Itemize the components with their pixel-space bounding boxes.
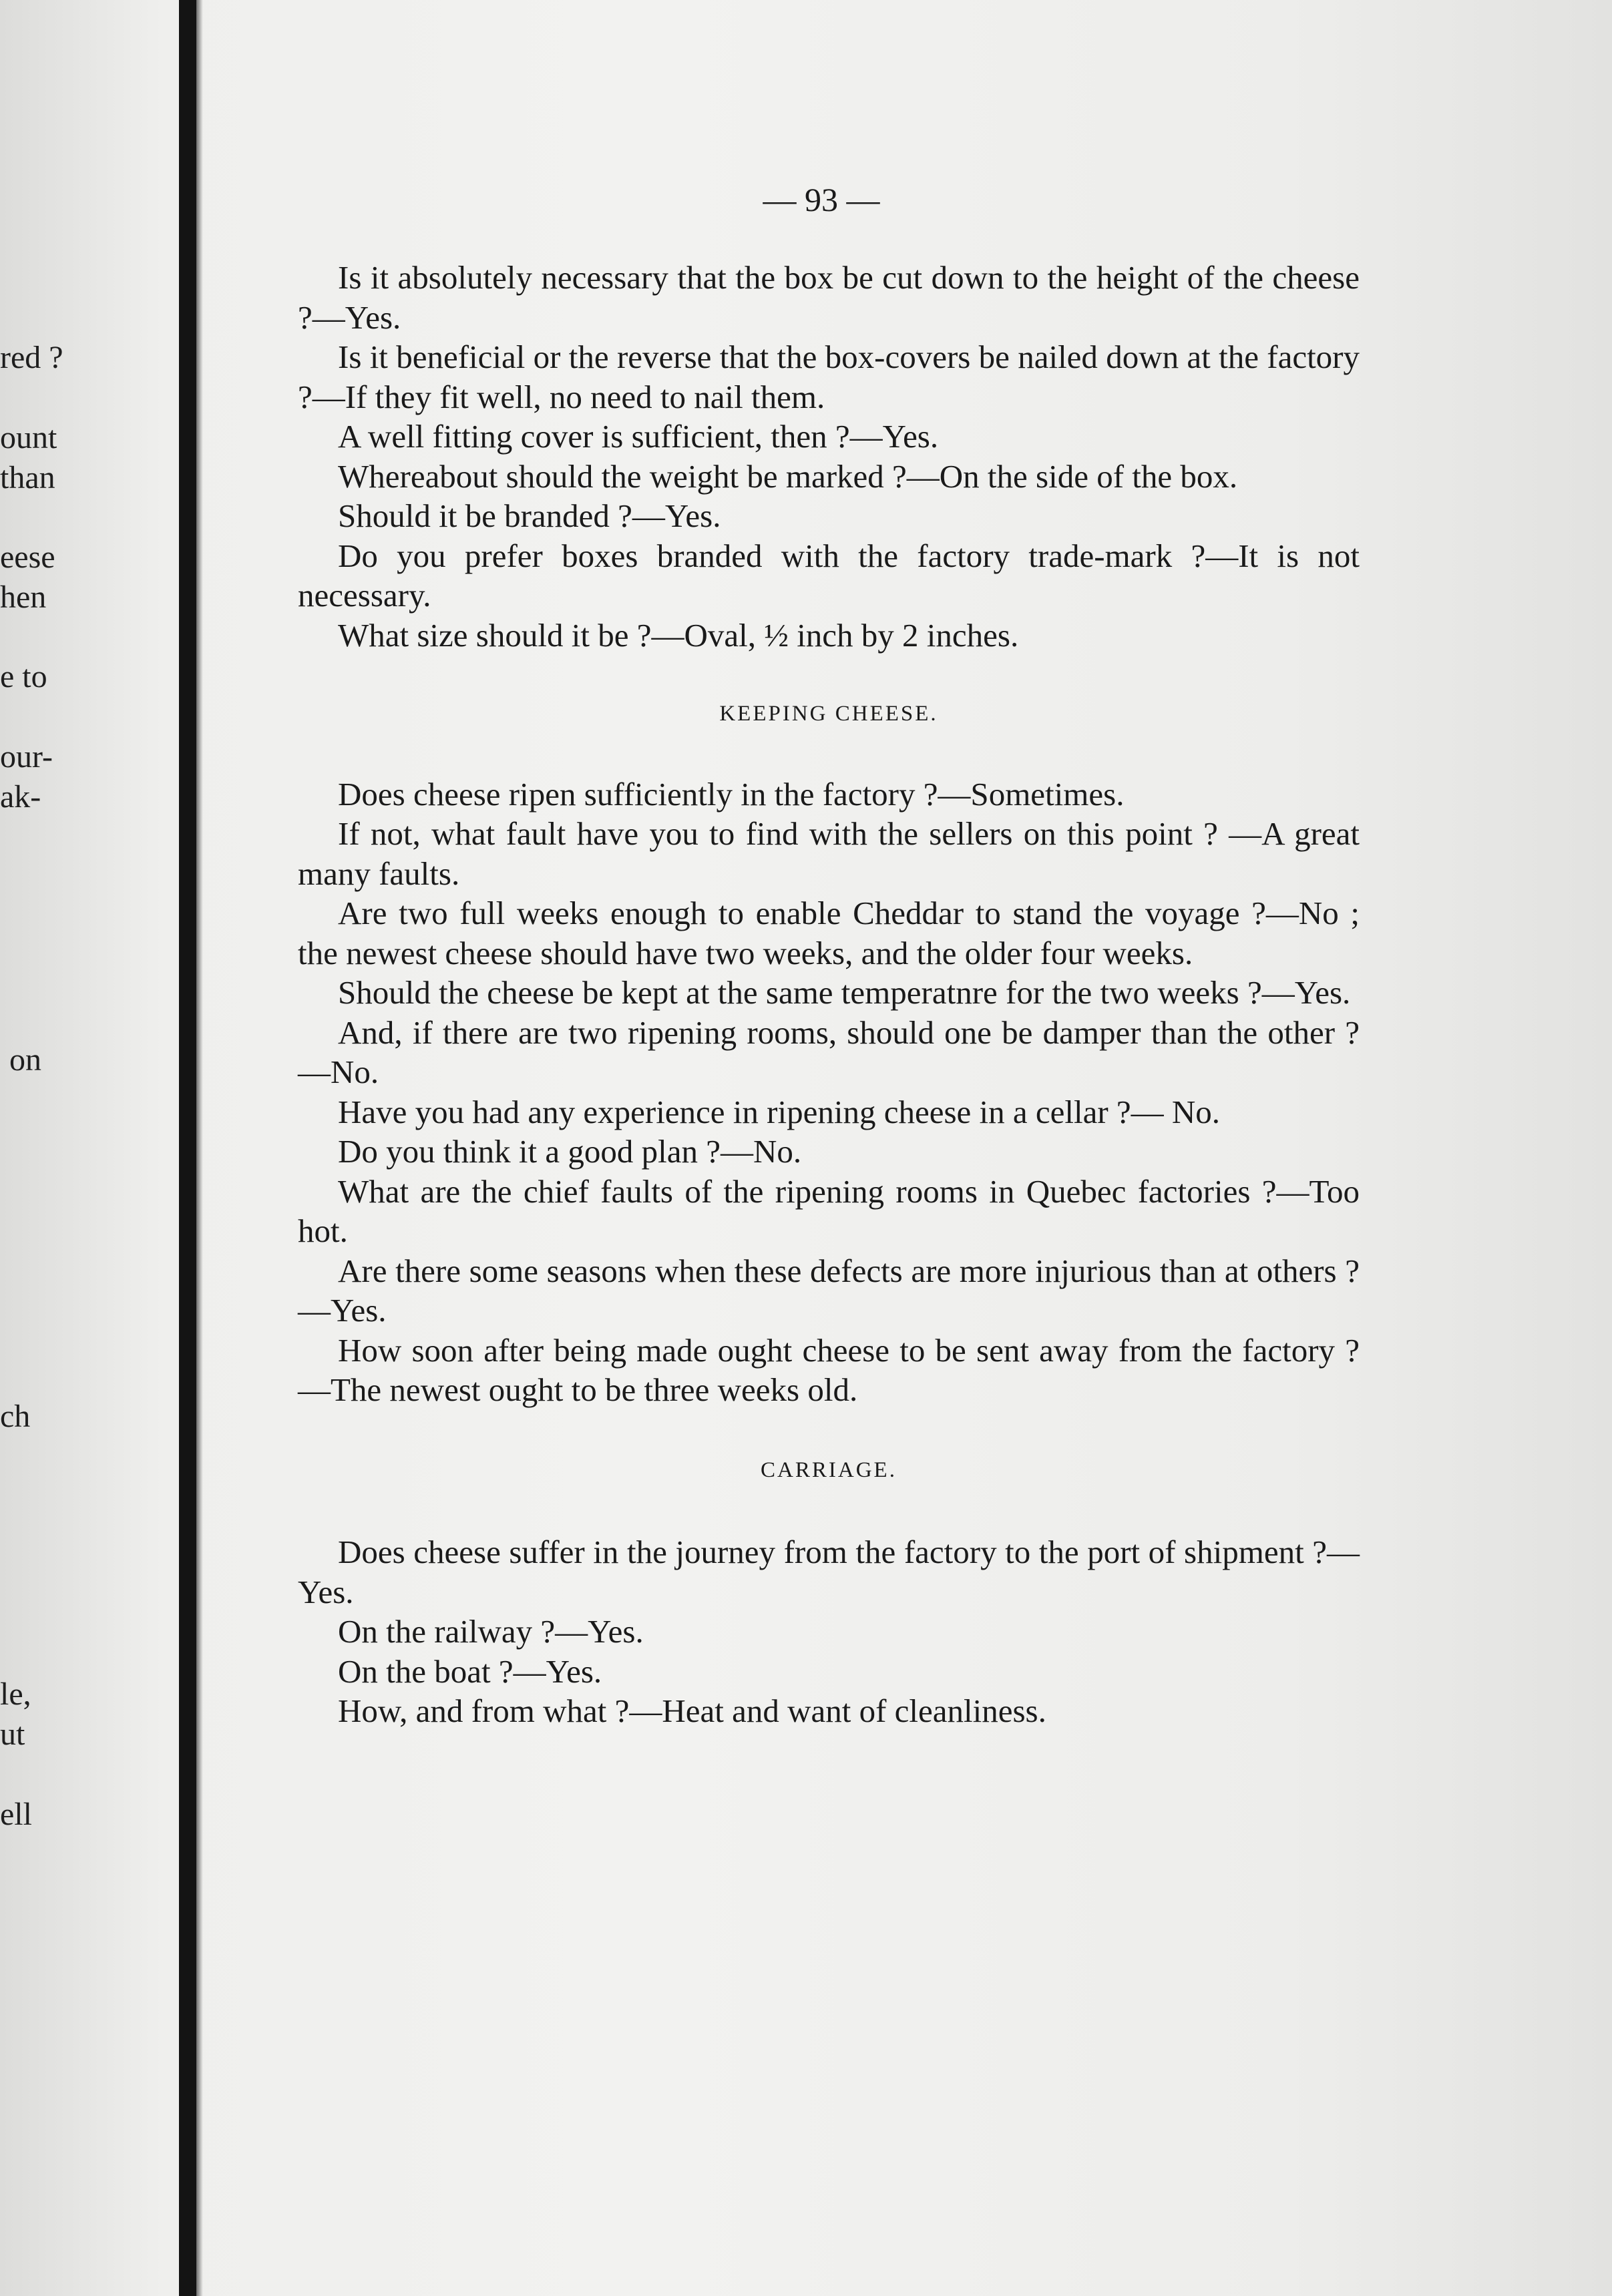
paragraph: Are two full weeks enough to enable Cheddar to stand the voyage ?—No ; the newest cheese should have two weeks, and the older four weeks. <box>298 895 1360 971</box>
section-heading-carriage: CARRIAGE. <box>761 1457 897 1482</box>
section-heading-keeping-cheese: KEEPING CHEESE. <box>719 702 938 726</box>
section-carriage <box>298 1532 1360 1731</box>
paragraph: Does cheese ripen sufficiently in the factory ?—Sometimes. <box>338 775 1125 813</box>
paragraph: Do you prefer boxes branded with the factory trade-mark ?—It is not necessary. <box>298 537 1360 614</box>
paragraph: Is it beneficial or the reverse that the box-covers be nailed down at the factory ?—If they fit well, no need to nail them. <box>298 338 1360 415</box>
facing-page-text: eese <box>0 539 55 575</box>
paragraph: Should the cheese be kept at the same temperatnre for the two weeks ?—Yes. <box>338 974 1351 1011</box>
paragraph: Are there some seasons when these defects are more injurious than at others ?—Yes. <box>298 1252 1360 1329</box>
facing-page-fragments <box>0 0 179 2296</box>
facing-page-text: ount <box>0 420 57 455</box>
facing-page-text: ak- <box>0 779 41 815</box>
text-column <box>298 258 1360 1731</box>
facing-page-text: e to <box>0 659 47 694</box>
paragraph: And, if there are two ripening rooms, should one be damper than the other ?—No. <box>298 1013 1360 1090</box>
paragraph: What are the chief faults of the ripening rooms in Quebec factories ?—Too hot. <box>298 1172 1360 1249</box>
paragraph: Is it absolutely necessary that the box be cut down to the height of the cheese ?—Yes. <box>298 259 1360 336</box>
paragraph: How, and from what ?—Heat and want of cleanliness. <box>338 1692 1046 1729</box>
facing-page-text: red ? <box>0 340 63 375</box>
facing-page-text: ut <box>0 1716 25 1752</box>
paragraph: On the railway ?—Yes. <box>338 1613 644 1650</box>
facing-page-text: ell <box>0 1797 32 1832</box>
paragraph: Have you had any experience in ripening cheese in a cellar ?— No. <box>338 1093 1221 1130</box>
facing-page-text: our- <box>0 739 53 774</box>
facing-page-text: than <box>0 460 55 495</box>
facing-page-text: le, <box>0 1676 31 1712</box>
paragraph: How soon after being made ought cheese to be sent away from the factory ?—The newest ought to be three weeks old. <box>298 1331 1360 1408</box>
paragraph: Should it be branded ?—Yes. <box>338 497 721 534</box>
paragraph: Do you think it a good plan ?—No. <box>338 1133 802 1170</box>
facing-page-text: ch <box>0 1399 31 1434</box>
section-keeping-cheese <box>298 774 1360 1410</box>
paragraph: Whereabout should the weight be marked ?—On the side of the box. <box>338 457 1238 495</box>
section-box-details <box>298 258 1360 655</box>
book-spine <box>179 0 196 2296</box>
facing-page-text: hen <box>0 580 47 615</box>
paragraph: On the boat ?—Yes. <box>338 1652 602 1690</box>
facing-page-text: on <box>9 1042 41 1078</box>
spine-shadow <box>196 0 203 2296</box>
paragraph: A well fitting cover is sufficient, then ?—Yes. <box>338 418 939 455</box>
paragraph: What size should it be ?—Oval, ½ inch by 2 inches. <box>338 616 1019 654</box>
paragraph: Does cheese suffer in the journey from the factory to the port of shipment ?—Yes. <box>298 1534 1360 1610</box>
paragraph: If not, what fault have you to find with the sellers on this point ? —A great many faults. <box>298 815 1360 892</box>
page-number: — 93 — <box>763 181 880 218</box>
